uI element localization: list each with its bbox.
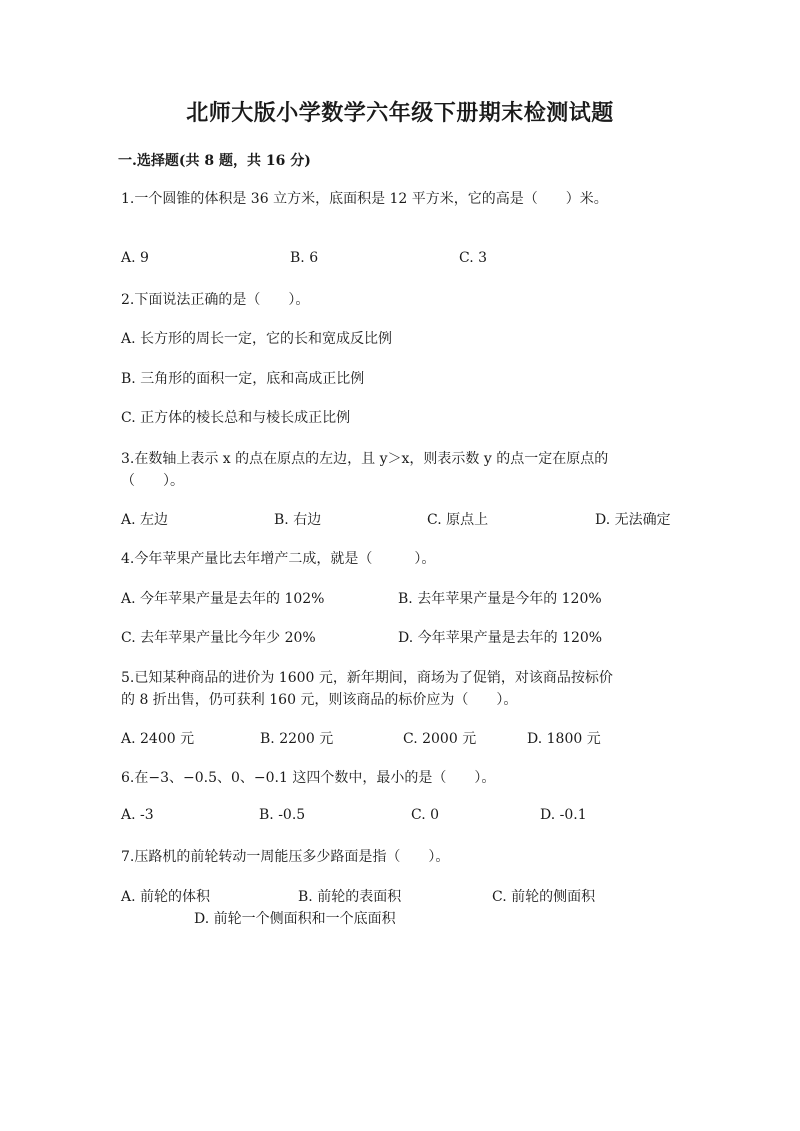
question-3-stem-line-1: 3.在数轴上表示 x 的点在原点的左边，且 y＞x，则表示数 y 的点一定在原点的	[121, 451, 609, 467]
question-5-stem-line-2: 的 8 折出售，仍可获利 160 元，则该商品的标价应为（ ）。	[121, 692, 518, 708]
question-1-stem: 1.一个圆锥的体积是 36 立方米，底面积是 12 平方米，它的高是（ ）米。	[121, 191, 608, 207]
question-6-option-a: A. -3	[121, 807, 154, 823]
question-4-option-c: C. 去年苹果产量比今年少 20%	[121, 630, 316, 646]
question-2-stem: 2.下面说法正确的是（ ）。	[121, 292, 310, 308]
question-2-option-c: C. 正方体的棱长总和与棱长成正比例	[121, 410, 351, 426]
question-7-stem: 7.压路机的前轮转动一周能压多少路面是指（ ）。	[121, 849, 450, 865]
page-title: 北师大版小学数学六年级下册期末检测试题	[186, 100, 614, 126]
question-4-option-d: D. 今年苹果产量是去年的 120%	[398, 630, 603, 646]
question-6-stem: 6.在−3、−0.5、0、−0.1 这四个数中，最小的是（ ）。	[121, 770, 496, 786]
question-1-option-a: A. 9	[121, 250, 149, 266]
question-7-option-a: A. 前轮的体积	[121, 889, 211, 905]
question-6-option-c: C. 0	[411, 807, 440, 823]
question-5-option-d: D. 1800 元	[527, 731, 601, 747]
section-heading: 一.选择题(共 8 题，共 16 分)	[118, 153, 311, 169]
question-1-option-c: C. 3	[459, 250, 488, 266]
question-5-option-c: C. 2000 元	[403, 731, 477, 747]
question-3-option-c: C. 原点上	[427, 512, 489, 528]
question-5-option-a: A. 2400 元	[121, 731, 195, 747]
question-3-option-a: A. 左边	[121, 512, 169, 528]
question-5-option-b: B. 2200 元	[260, 731, 334, 747]
question-2-option-b: B. 三角形的面积一定，底和高成正比例	[121, 371, 365, 387]
question-7-option-d: D. 前轮一个侧面积和一个底面积	[194, 911, 396, 927]
question-6-option-d: D. -0.1	[540, 807, 587, 823]
question-3-option-b: B. 右边	[274, 512, 322, 528]
question-2-option-a: A. 长方形的周长一定，它的长和宽成反比例	[121, 331, 393, 347]
question-4-stem: 4.今年苹果产量比去年增产二成，就是（ ）。	[121, 551, 436, 567]
question-4-option-a: A. 今年苹果产量是去年的 102%	[121, 591, 325, 607]
question-7-option-c: C. 前轮的侧面积	[492, 889, 596, 905]
question-3-option-d: D. 无法确定	[595, 512, 671, 528]
question-3-stem-line-2: （ ）。	[121, 473, 184, 489]
question-6-option-b: B. -0.5	[259, 807, 306, 823]
question-4-option-b: B. 去年苹果产量是今年的 120%	[398, 591, 602, 607]
question-7-option-b: B. 前轮的表面积	[298, 889, 402, 905]
question-5-stem-line-1: 5.已知某种商品的进价为 1600 元，新年期间，商场为了促销，对该商品按标价	[121, 670, 613, 686]
question-1-option-b: B. 6	[290, 250, 319, 266]
